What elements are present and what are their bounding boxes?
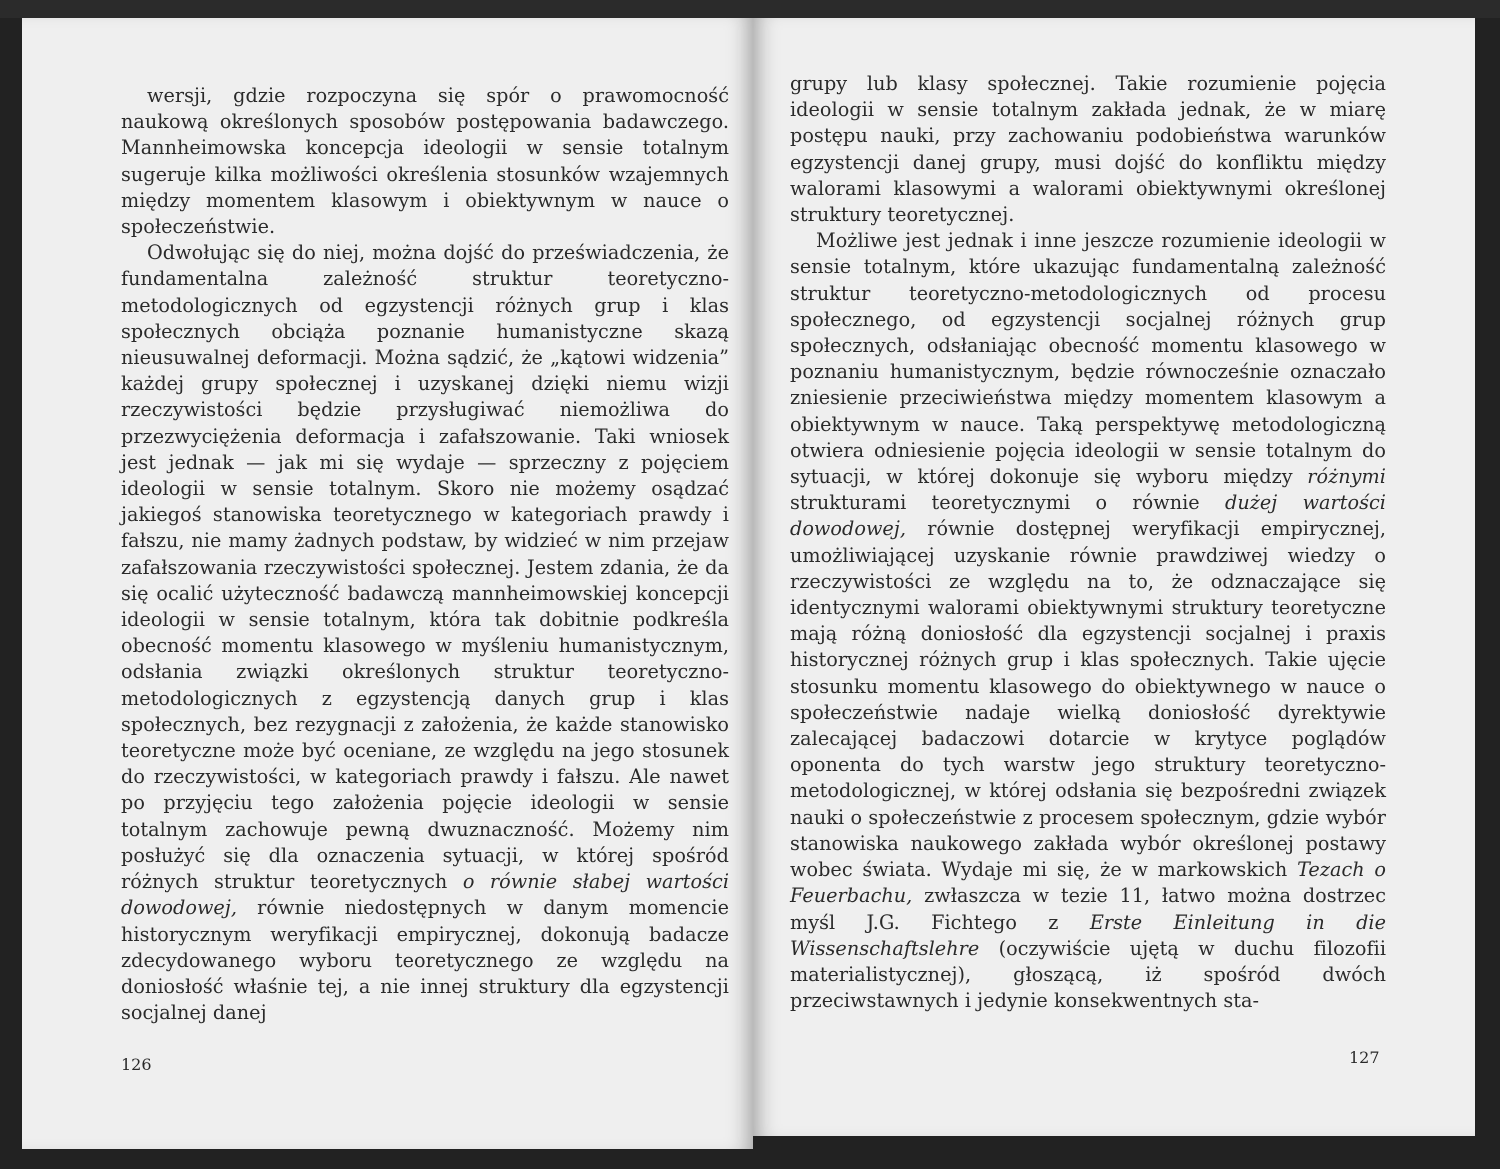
top-dark-edge [0,0,1500,18]
right-paragraph-2-mid: strukturami teoretycznymi o równie [790,491,1200,515]
right-page-text [790,71,1386,1014]
right-paragraph-2-end: (oczywiście ujętą w duchu filozofii materialistycznej), głoszącą, iż spośród dwóch przeciwstawnych i jedynie konsekwentnych sta- [790,936,1387,1013]
right-italic-roznymi: różnymi [1307,465,1386,489]
right-italic-duzej: dużej wartości dowodowej, [790,491,1386,541]
right-page [753,18,1475,1136]
left-paragraph-1: wersji, gdzie rozpoczyna się spór o prawomocność naukową określonych sposobów postępowania badawczego. Mannheimowska koncepcja ideologii w sensie totalnym sugeruje kilka możliwości określenia stosunków wzajemnych między momentem klasowym i obiektywnym w nauce o społeczeństwie. [121,84,729,239]
left-page [22,18,753,1149]
right-italic-tezy: Tezach o Feuerbachu, [790,858,1386,908]
right-page-number: 127 [1349,1048,1380,1067]
left-paragraph-2 [121,240,729,1026]
right-paragraph-2 [790,228,1386,1014]
left-paragraph-2-text: Odwołując się do niej, można dojść do przeświadczenia, że fundamentalna zależność struktur teoretyczno-metodologicznych od egzystencji różnych grup i klas społecznych obciąża poznanie humanistyczne skazą nieusuwalnej deformacji. Można sądzić, że „kątowi widzenia” każdej grupy społecznej i uzyskanej dzięki niemu wizji rzeczywistości będzie przysługiwać niemożliwa do przezwyciężenia deformacja i zafałszowanie. Taki wniosek jest jednak — jak mi się wydaje — sprzeczny z pojęciem ideologii w sensie totalnym. Skoro nie możemy osądzać jakiegoś stanowiska teoretycznego w kategoriach prawdy i fałszu, nie mamy żadnych podstaw, by widzieć w nim przejaw zafałszowania rzeczywistości społecznej. Jestem zdania, że da się ocalić użyteczność badawczą mannheimowskiej koncepcji ideologii w sensie totalnym, która tak dobitnie podkreśla obecność momentu klasowego w myśleniu humanistycznym, odsłania związki określonych struktur teoretyczno-metodologicznych z egzystencją danych grup i klas społecznych, bez rezygnacji z założenia, że każde stanowisko teoretyczne może być oceniane, ze względu na jego stosunek do rzeczywistości, w kategoriach prawdy i fałszu. Ale nawet po przyjęciu tego założenia pojęcie ideologii w sensie totalnym zachowuje pewną dwuznaczność. Możemy nim posłużyć się dla oznaczenia sytuacji, w której spośród różnych struktur teoretycznych [121,241,729,894]
left-italic-phrase: o równie słabej wartości dowodowej, [121,870,730,920]
right-paragraph-2-cont2: zwłaszcza w tezie 11, łatwo można dostrzec myśl J.G. Fichtego z [790,884,1386,934]
right-paragraph-1: grupy lub klasy społecznej. Takie rozumienie pojęcia ideologii w sensie totalnym zakłada jednak, że w miarę postępu nauki, przy zachowaniu podobieństwa warunków egzystencji danej grupy, musi dojść do konfliktu między walorami klasowymi a walorami obiektywnymi określonej struktury teoretycznej. [790,72,1386,227]
left-page-text [121,83,729,1026]
right-paragraph-2-cont: równie dostępnej weryfikacji empirycznej, umożliwiającej uzyskanie równie prawdziwej wiedzy o rzeczywistości ze względu na to, że odznaczające się identycznymi walorami obiektywnymi struktury teoretyczne mają różną doniosłość dla egzystencji socjalnej i praxis historycznej różnych grup i klas społecznych. Takie ujęcie stosunku momentu klasowego do obiektywnego w nauce o społeczeństwie nadaje wielką doniosłość dyrektywie zalecającej badaczowi dotarcie w krytyce poglądów oponenta do tych warstw jego struktury teoretyczno-metodologicznej, w której odsłania się bezpośredni związek nauki o społeczeństwie z procesem społecznym, gdzie wybór stanowiska naukowego zakłada wybór określonej postawy wobec świata. Wydaje mi się, że w markowskich [790,517,1387,882]
right-paragraph-2-text: Możliwe jest jednak i inne jeszcze rozumienie ideologii w sensie totalnym, które ukazując fundamentalną zależność struktur teoretyczno-metodologicznych od procesu społecznego, od egzystencji socjalnej różnych grup społecznych, odsłaniając obecność momentu klasowego w poznaniu humanistycznym, będzie równocześnie oznaczało zniesienie przeciwieństwa między momentem klasowym a obiektywnym w nauce. Taką perspektywę metodologiczną otwiera odniesienie pojęcia ideologii w sensie totalnym do sytuacji, w której dokonuje się wyboru między [790,229,1386,489]
left-page-number: 126 [121,1055,152,1074]
left-paragraph-2-end: równie niedostępnych w danym momencie historycznym weryfikacji empirycznej, dokonują badacze zdecydowanego wyboru teoretycznego ze względu na doniosłość właśnie tej, a nie innej struktury dla egzystencji socjalnej danej [121,896,729,1025]
right-italic-erste: Erste Einleitung in die Wissenschaftslehre [790,910,1386,960]
